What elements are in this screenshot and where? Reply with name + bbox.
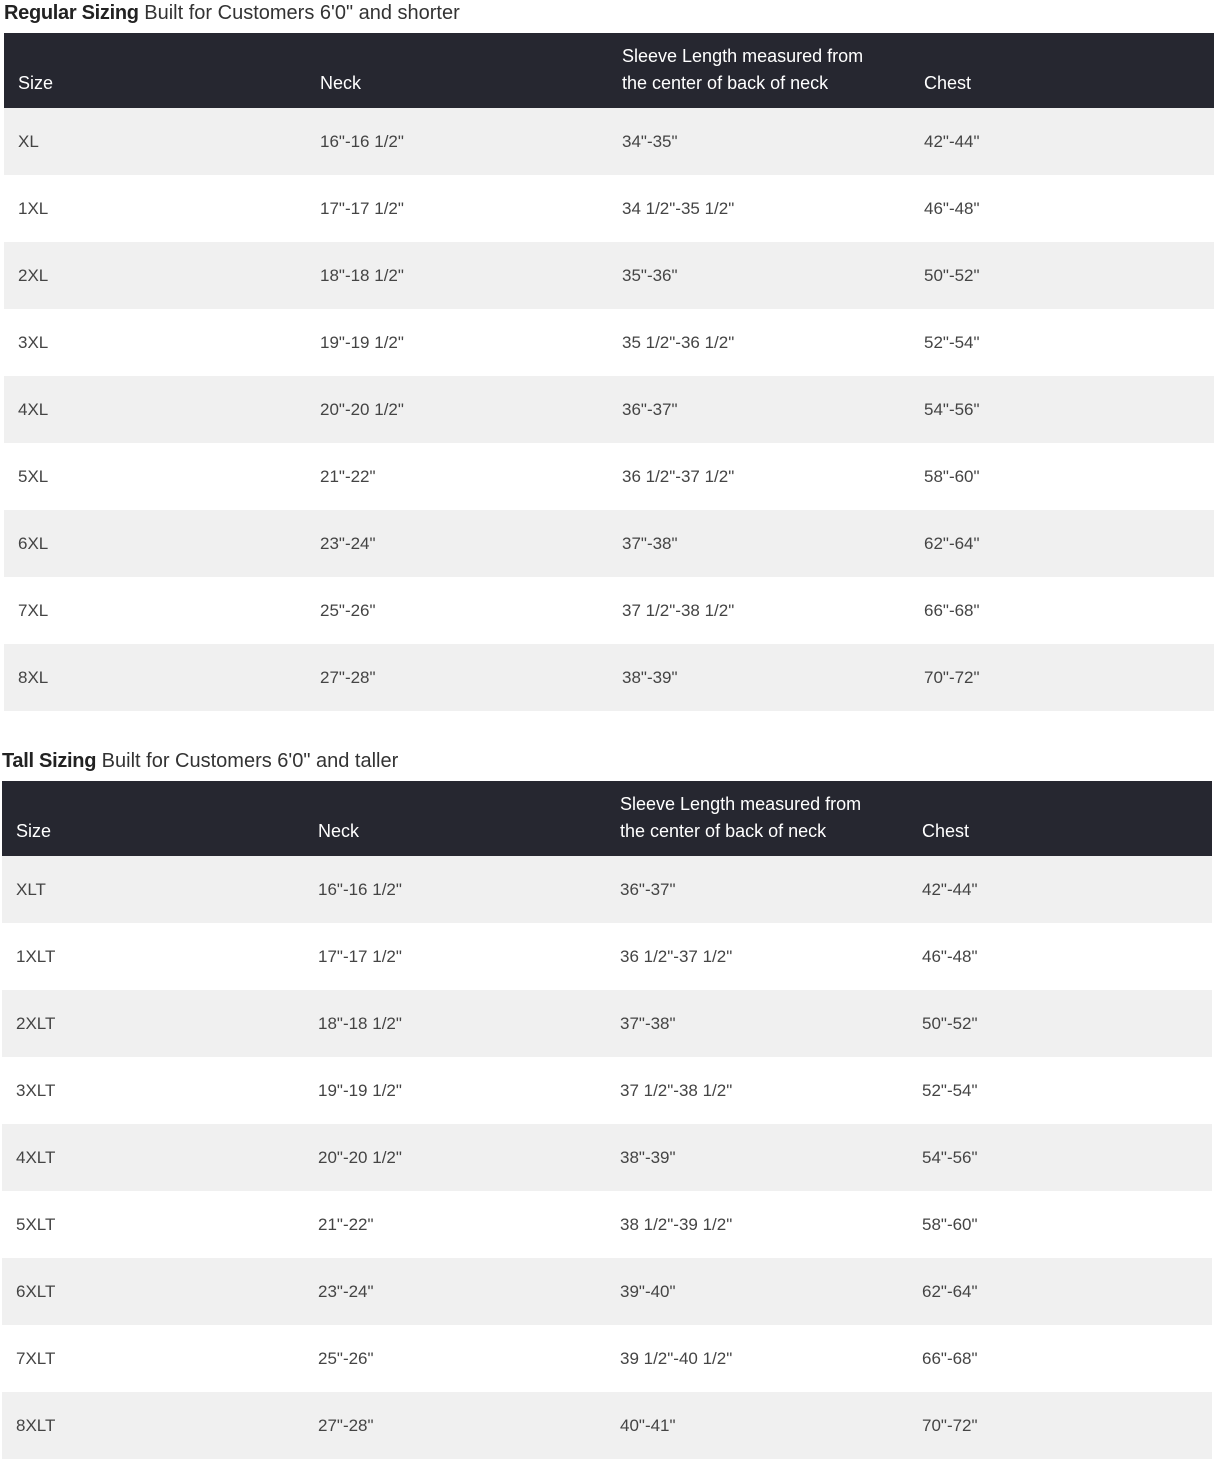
cell-size: 2XLT xyxy=(16,1013,56,1033)
cell-neck: 21"-22" xyxy=(318,1214,374,1234)
cell-chest: 42"-44" xyxy=(924,131,980,151)
cell-size: 5XLT xyxy=(16,1214,56,1234)
cell-sleeve: 39 1/2"-40 1/2" xyxy=(620,1348,733,1368)
cell-chest: 58"-60" xyxy=(924,466,980,486)
cell-neck: 20"-20 1/2" xyxy=(318,1147,402,1167)
header-chest: Chest xyxy=(924,73,972,93)
cell-size: 7XLT xyxy=(16,1348,56,1368)
regular-size-table xyxy=(4,33,1214,711)
cell-sleeve: 40"-41" xyxy=(620,1415,676,1435)
cell-sleeve: 37"-38" xyxy=(622,533,678,553)
header-sleeve-line1: Sleeve Length measured from xyxy=(620,794,862,814)
table-row xyxy=(2,1392,1212,1459)
cell-size: 8XL xyxy=(18,667,49,687)
cell-chest: 46"-48" xyxy=(922,946,978,966)
cell-neck: 18"-18 1/2" xyxy=(318,1013,402,1033)
tall-sizing-title: Tall Sizing xyxy=(2,750,97,772)
regular-sizing-caption xyxy=(4,0,1214,33)
cell-neck: 16"-16 1/2" xyxy=(318,879,402,899)
cell-neck: 17"-17 1/2" xyxy=(318,946,402,966)
cell-sleeve: 37 1/2"-38 1/2" xyxy=(620,1080,733,1100)
cell-neck: 16"-16 1/2" xyxy=(320,131,404,151)
header-size: Size xyxy=(18,73,54,93)
table-row xyxy=(4,577,1214,644)
cell-size: 4XLT xyxy=(16,1147,56,1167)
cell-neck: 19"-19 1/2" xyxy=(320,332,404,352)
cell-size: 1XL xyxy=(18,198,49,218)
table-row xyxy=(2,856,1212,923)
cell-chest: 46"-48" xyxy=(924,198,980,218)
table-row xyxy=(2,1258,1212,1325)
cell-sleeve: 36 1/2"-37 1/2" xyxy=(622,466,735,486)
cell-size: 4XL xyxy=(18,399,49,419)
cell-sleeve: 36"-37" xyxy=(622,399,678,419)
cell-chest: 66"-68" xyxy=(922,1348,978,1368)
cell-size: 7XL xyxy=(18,600,49,620)
cell-chest: 52"-54" xyxy=(922,1080,978,1100)
cell-neck: 23"-24" xyxy=(318,1281,374,1301)
table-row xyxy=(4,108,1214,175)
table-row xyxy=(4,309,1214,376)
cell-sleeve: 36"-37" xyxy=(620,879,676,899)
table-row xyxy=(2,990,1212,1057)
header-size: Size xyxy=(16,821,52,841)
cell-chest: 58"-60" xyxy=(922,1214,978,1234)
cell-neck: 21"-22" xyxy=(320,466,376,486)
cell-neck: 19"-19 1/2" xyxy=(318,1080,402,1100)
table-row xyxy=(4,443,1214,510)
table-row xyxy=(4,242,1214,309)
table-row xyxy=(2,1325,1212,1392)
header-sleeve-line2: the center of back of neck xyxy=(620,821,827,841)
cell-sleeve: 36 1/2"-37 1/2" xyxy=(620,946,733,966)
tall-sizing-section xyxy=(2,748,1212,1459)
cell-size: XL xyxy=(18,131,39,151)
regular-table-body xyxy=(4,108,1214,711)
cell-sleeve: 34"-35" xyxy=(622,131,678,151)
cell-neck: 25"-26" xyxy=(318,1348,374,1368)
cell-sleeve: 38"-39" xyxy=(622,667,678,687)
cell-neck: 23"-24" xyxy=(320,533,376,553)
cell-sleeve: 39"-40" xyxy=(620,1281,676,1301)
regular-table-header xyxy=(4,33,1214,108)
table-row xyxy=(4,175,1214,242)
tall-table-body xyxy=(2,856,1212,1459)
regular-sizing-subtitle: Built for Customers 6'0" and shorter xyxy=(138,2,460,24)
cell-size: 1XLT xyxy=(16,946,56,966)
tall-sizing-subtitle: Built for Customers 6'0" and taller xyxy=(96,750,399,772)
tall-sizing-caption xyxy=(2,748,1212,781)
cell-size: 6XL xyxy=(18,533,49,553)
cell-sleeve: 37 1/2"-38 1/2" xyxy=(622,600,735,620)
cell-neck: 25"-26" xyxy=(320,600,376,620)
cell-chest: 52"-54" xyxy=(924,332,980,352)
cell-chest: 70"-72" xyxy=(922,1415,978,1435)
cell-chest: 54"-56" xyxy=(922,1147,978,1167)
cell-size: XLT xyxy=(16,879,46,899)
cell-size: 6XLT xyxy=(16,1281,56,1301)
cell-size: 3XL xyxy=(18,332,49,352)
table-row xyxy=(4,510,1214,577)
header-sleeve-line1: Sleeve Length measured from xyxy=(622,46,864,66)
tall-table-header xyxy=(2,781,1212,856)
cell-neck: 27"-28" xyxy=(318,1415,374,1435)
header-sleeve-line2: the center of back of neck xyxy=(622,73,829,93)
table-row xyxy=(2,1057,1212,1124)
cell-neck: 18"-18 1/2" xyxy=(320,265,404,285)
cell-chest: 50"-52" xyxy=(924,265,980,285)
header-row xyxy=(2,781,1212,856)
header-row xyxy=(4,33,1214,108)
table-row xyxy=(2,1191,1212,1258)
cell-chest: 62"-64" xyxy=(922,1281,978,1301)
cell-chest: 50"-52" xyxy=(922,1013,978,1033)
table-row xyxy=(4,376,1214,443)
cell-chest: 70"-72" xyxy=(924,667,980,687)
cell-chest: 42"-44" xyxy=(922,879,978,899)
cell-neck: 27"-28" xyxy=(320,667,376,687)
cell-sleeve: 35"-36" xyxy=(622,265,678,285)
table-row xyxy=(2,1124,1212,1191)
header-chest: Chest xyxy=(922,821,970,841)
cell-chest: 66"-68" xyxy=(924,600,980,620)
cell-sleeve: 38"-39" xyxy=(620,1147,676,1167)
cell-size: 5XL xyxy=(18,466,49,486)
cell-size: 3XLT xyxy=(16,1080,56,1100)
cell-size: 2XL xyxy=(18,265,49,285)
cell-sleeve: 38 1/2"-39 1/2" xyxy=(620,1214,733,1234)
cell-sleeve: 37"-38" xyxy=(620,1013,676,1033)
header-neck: Neck xyxy=(320,73,362,93)
cell-size: 8XLT xyxy=(16,1415,56,1435)
tall-size-table xyxy=(2,781,1212,1459)
header-neck: Neck xyxy=(318,821,360,841)
header-sleeve xyxy=(608,33,910,108)
cell-chest: 62"-64" xyxy=(924,533,980,553)
table-row xyxy=(2,923,1212,990)
regular-sizing-title: Regular Sizing xyxy=(4,2,139,24)
header-sleeve xyxy=(606,781,908,856)
cell-sleeve: 34 1/2"-35 1/2" xyxy=(622,198,735,218)
regular-sizing-section xyxy=(4,0,1214,711)
cell-neck: 20"-20 1/2" xyxy=(320,399,404,419)
cell-sleeve: 35 1/2"-36 1/2" xyxy=(622,332,735,352)
table-row xyxy=(4,644,1214,711)
cell-chest: 54"-56" xyxy=(924,399,980,419)
cell-neck: 17"-17 1/2" xyxy=(320,198,404,218)
